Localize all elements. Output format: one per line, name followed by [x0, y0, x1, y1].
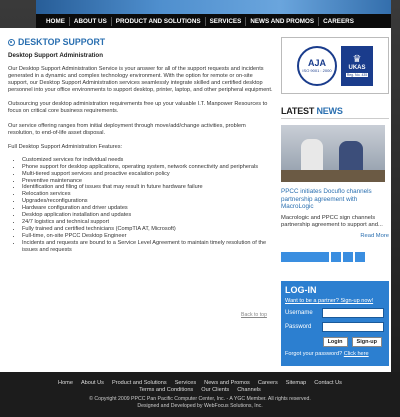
- ukas-badge: [341, 46, 373, 86]
- news-heading-part: LATEST: [281, 106, 317, 116]
- list-item: • Desktop application installation and updates: [22, 212, 273, 219]
- forgot-password-text: Forgot your password?: [285, 351, 344, 357]
- footer-nav: [0, 380, 400, 395]
- login-title: LOG-IN: [285, 285, 317, 295]
- back-to-top-link[interactable]: Back to top: [241, 312, 267, 318]
- pager-slot[interactable]: [343, 252, 353, 262]
- news-divider: [281, 118, 389, 119]
- footer-nav-row: [0, 380, 400, 387]
- ukas-reg-number: Reg. No. 435: [346, 73, 368, 77]
- username-label: Username: [285, 310, 313, 316]
- footer-link-sitemap[interactable]: Sitemap: [285, 380, 307, 386]
- iso-seal-caption: ISO 9001 : 2000: [302, 68, 332, 73]
- partner-prompt: [285, 298, 385, 304]
- content-panel: [0, 28, 391, 372]
- footer-link-our-clients[interactable]: Our Clients: [201, 387, 230, 394]
- password-field[interactable]: [322, 322, 384, 332]
- list-item: • Incidents and requests are bound to a Service Level Agreement to maintain timely resolution of the issues and requests: [22, 240, 273, 254]
- list-item: • Full-time, on-site PPCC Desktop Engineer: [22, 233, 273, 240]
- features-heading: Full Desktop Support Administration Features:: [8, 143, 123, 150]
- footer-link-product-and-solutions[interactable]: Product and Solutions: [111, 380, 167, 386]
- pager-slot[interactable]: [331, 252, 341, 262]
- login-box: [281, 281, 389, 366]
- outsourcing-paragraph: Outsourcing your desktop administration requirements free up your valuable I.T. Manpower Resources to focus on critical core business requirements.: [8, 101, 268, 115]
- iso-seal-mark: AJA: [307, 58, 326, 68]
- main-nav: [36, 14, 391, 28]
- section-subtitle: Desktop Support Administration: [8, 52, 103, 59]
- main-content: [8, 37, 273, 254]
- nav-about-us[interactable]: ABOUT US: [70, 17, 112, 26]
- photo-table: [281, 170, 385, 182]
- forgot-password: [285, 351, 385, 357]
- ukas-label: UKAS: [348, 65, 366, 71]
- signup-now-link[interactable]: Sign-up now!: [340, 298, 374, 304]
- username-row: [285, 308, 385, 318]
- sidebar: [281, 37, 389, 262]
- page-title: [8, 37, 273, 47]
- list-item: • Fully trained and certified technicians (CompTIA AT, Microsoft): [22, 226, 273, 233]
- partner-prompt-text[interactable]: Want to be a partner?: [285, 298, 341, 304]
- login-button[interactable]: Login: [323, 337, 348, 347]
- list-item: • Preventive maintenance: [22, 178, 273, 185]
- header-banner: [0, 0, 400, 14]
- nav-product-and-solutions[interactable]: PRODUCT AND SOLUTIONS: [112, 17, 206, 26]
- footer-link-about-us[interactable]: About Us: [80, 380, 104, 386]
- read-more-link[interactable]: Read More: [360, 233, 389, 240]
- pager-slot[interactable]: [281, 252, 329, 262]
- news-heading-accent: NEWS: [316, 106, 343, 116]
- signup-button[interactable]: Sign-up: [352, 337, 382, 347]
- designer-credit: Designed and Developed by WebFocus Solutions, Inc.: [137, 403, 263, 409]
- nav-news-and-promos[interactable]: NEWS AND PROMOS: [246, 17, 319, 26]
- certification-logos: [281, 37, 389, 94]
- list-item: • Identification and filing of issues that may result in future hardware failure: [22, 184, 273, 191]
- list-item: • 24/7 logistics and technical support: [22, 219, 273, 226]
- footer-link-news-and-promos[interactable]: News and Promos: [204, 380, 250, 386]
- intro-paragraph: Our Desktop Support Administration Service is your answer for all of the support requests and incidents generated in a dynamic and complex technology environment. With the option for remote or on-site support, our Desktop Support Administration services seamlessly integrate skilled and certified desktop personnel into your office environments to support desktop, printer, laptop, and other peripheral equipment.: [8, 66, 273, 94]
- news-summary: Macrologic and PPCC sign channels partnership agreement to support and...: [281, 214, 383, 228]
- list-item: • Relocation services: [22, 191, 273, 198]
- footer-link-home[interactable]: Home: [58, 380, 73, 386]
- latest-news-heading: [281, 106, 389, 116]
- footer-link-contact-us[interactable]: Contact Us: [314, 380, 342, 386]
- list-item: • Hardware configuration and driver updates: [22, 205, 273, 212]
- list-item: • Phone support for desktop applications, operating system, network connectivity and peripherals: [22, 164, 273, 171]
- nav-careers[interactable]: CAREERS: [323, 17, 354, 25]
- nav-home[interactable]: HOME: [42, 17, 70, 26]
- forgot-password-link[interactable]: Click here: [343, 351, 369, 357]
- nav-services[interactable]: SERVICES: [206, 17, 247, 26]
- service-range-paragraph: Our service offering ranges from initial deployment through move/add/change activities, problem resolution, to end-of-life asset disposal.: [8, 122, 246, 136]
- iso-certification-seal: [297, 46, 337, 86]
- footer-link-services[interactable]: Services: [174, 380, 197, 386]
- footer-link-careers[interactable]: Careers: [257, 380, 278, 386]
- copyright-text: © Copyright 2009 PPCC Pan Pacific Computer Center, Inc. - A YGC Member. All rights reserved.: [89, 396, 311, 402]
- password-label: Password: [285, 324, 312, 330]
- list-item: • Customized services for individual needs: [22, 157, 273, 164]
- list-item: • Multi-tiered support services and proactive escalation policy: [22, 171, 273, 178]
- list-item: • Upgrades/reconfigurations: [22, 198, 273, 205]
- footer-link-channels[interactable]: Channels: [237, 387, 261, 394]
- login-buttons: [285, 337, 385, 347]
- right-background: [391, 0, 400, 372]
- password-row: [285, 322, 385, 332]
- username-field[interactable]: [322, 308, 384, 318]
- footer-link-terms[interactable]: Terms and Conditions: [139, 387, 194, 394]
- news-pager: [281, 252, 389, 262]
- pager-slot[interactable]: [355, 252, 365, 262]
- crown-icon: ♛: [352, 54, 362, 65]
- news-headline-link[interactable]: PPCC initiates Docuflo channels partnership agreement with MacroLogic: [281, 188, 372, 211]
- news-photo[interactable]: [281, 125, 385, 182]
- page-title-text: DESKTOP SUPPORT: [18, 37, 106, 47]
- copyright: [0, 396, 400, 410]
- title-bullet-icon: [8, 39, 15, 46]
- footer-nav-row: [0, 387, 400, 394]
- features-list: [8, 157, 273, 254]
